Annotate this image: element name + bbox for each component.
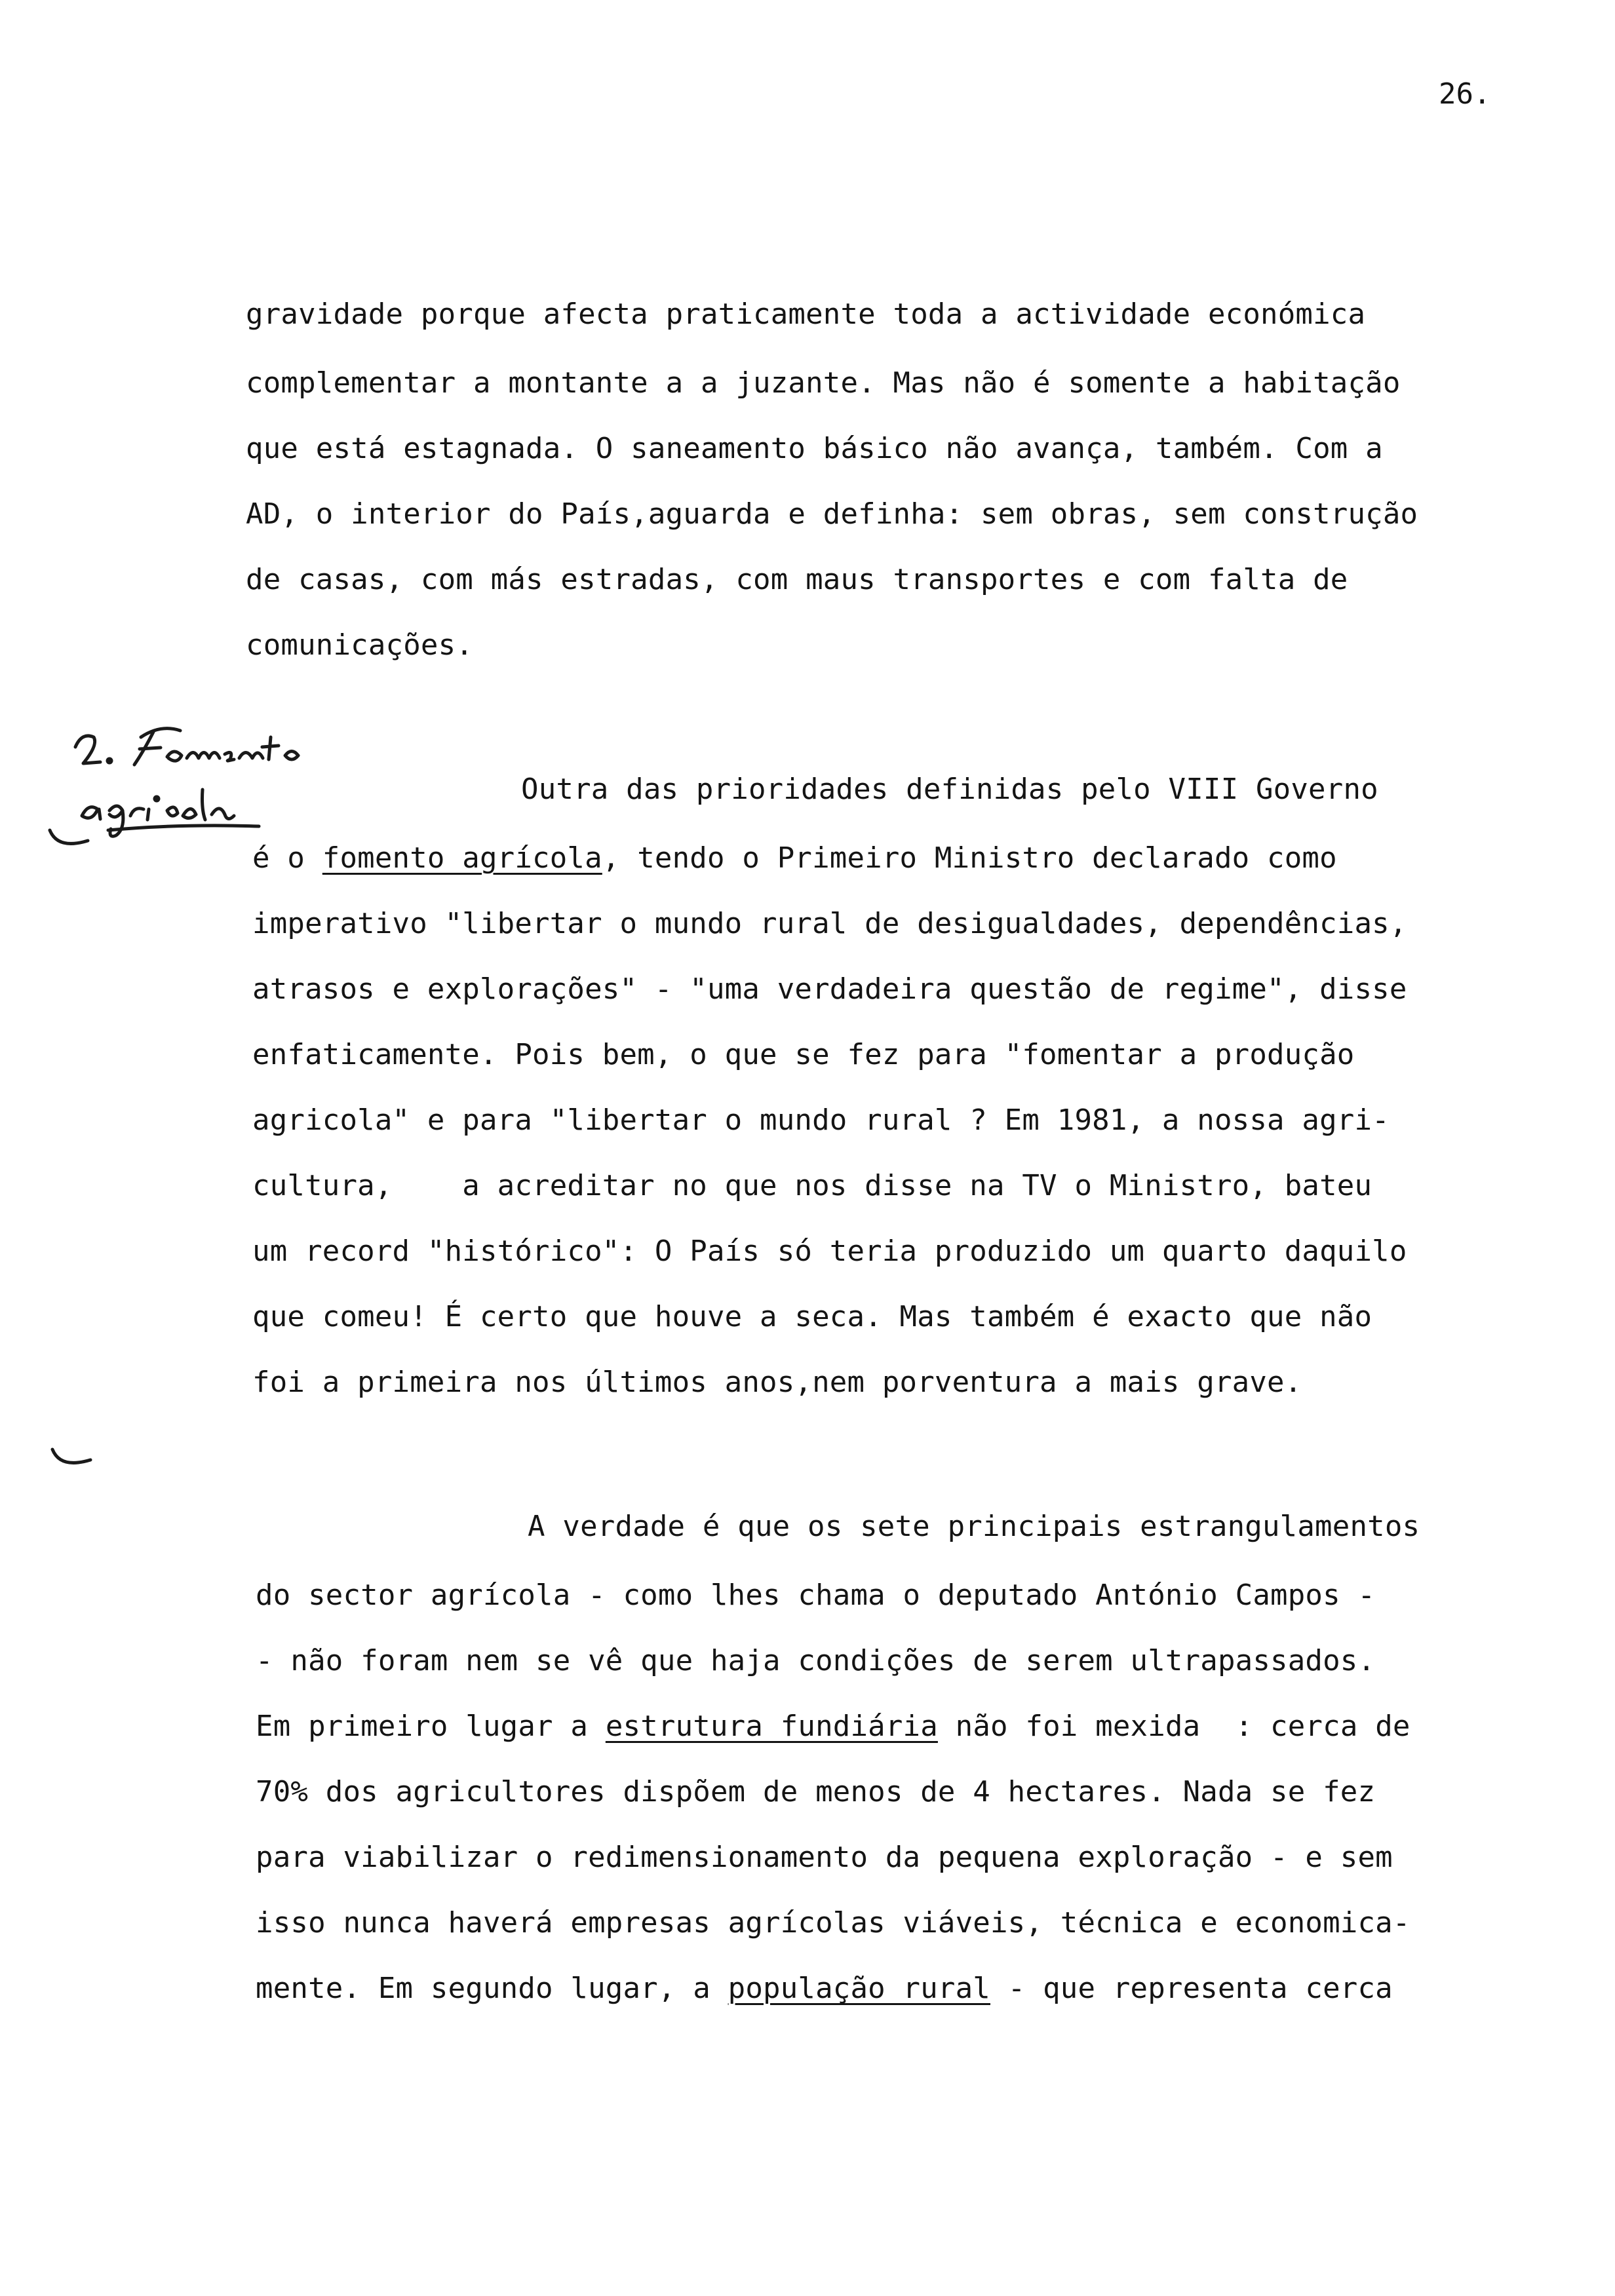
- text-line: de casas, com más estradas, com maus transportes e com falta de: [246, 563, 1348, 596]
- text-line: foi a primeira nos últimos anos,nem porventura a mais grave.: [252, 1366, 1302, 1399]
- text-line: enfaticamente. Pois bem, o que se fez para "fomentar a produção: [252, 1038, 1355, 1071]
- text-line: um record "histórico": O País só teria produzido um quarto daquilo: [252, 1234, 1407, 1268]
- text-line: AD, o interior do País,aguarda e definha: sem obras, sem construção: [246, 497, 1418, 531]
- text-line: comunicações.: [246, 628, 473, 662]
- underlined-term: população rural: [728, 1972, 990, 2005]
- text-segment: Em primeiro lugar a: [256, 1710, 606, 1743]
- text-line: gravidade porque afecta praticamente toda a actividade económica: [246, 297, 1366, 331]
- text-line: do sector agrícola - como lhes chama o deputado António Campos -: [256, 1578, 1376, 1612]
- text-line: A verdade é que os sete principais estrangulamentos: [528, 1510, 1420, 1543]
- text-line: [256, 1969, 1393, 2008]
- handwriting-icon: [62, 711, 370, 842]
- text-line: 70% dos agricultores dispõem de menos de 4 hectares. Nada se fez: [256, 1775, 1376, 1808]
- text-line: - não foram nem se vê que haja condições de serem ultrapassados.: [256, 1644, 1376, 1677]
- check-mark-icon: [45, 822, 97, 855]
- text-line: imperativo "libertar o mundo rural de desigualdades, dependências,: [252, 907, 1407, 940]
- text-line: Outra das prioridades definidas pelo VIII Governo: [521, 773, 1378, 806]
- text-line: [256, 1707, 1411, 1746]
- text-line: cultura, a acreditar no que nos disse na TV o Ministro, bateu: [252, 1169, 1372, 1202]
- text-line: [252, 839, 1337, 878]
- text-segment: não foi mexida : cerca de: [937, 1710, 1411, 1743]
- check-mark-icon: [47, 1442, 100, 1474]
- text-line: que está estagnada. O saneamento básico não avança, também. Com a: [246, 432, 1383, 465]
- page-number: 26.: [1439, 77, 1491, 111]
- handwritten-margin-note: [62, 711, 370, 842]
- text-line: atrasos e explorações" - "uma verdadeira questão de regime", disse: [252, 972, 1407, 1006]
- text-segment: - que representa cerca: [990, 1972, 1393, 2005]
- text-line: agricola" e para "libertar o mundo rural ? Em 1981, a nossa agri-: [252, 1103, 1390, 1137]
- underlined-term: fomento agrícola: [322, 841, 602, 875]
- text-segment: é o: [252, 841, 322, 875]
- text-line: complementar a montante a a juzante. Mas não é somente a habitação: [246, 366, 1401, 400]
- underlined-term: estrutura fundiária: [605, 1710, 938, 1743]
- text-line: isso nunca haverá empresas agrícolas viáveis, técnica e economica-: [256, 1906, 1411, 1940]
- text-segment: mente. Em segundo lugar, a: [256, 1972, 728, 2005]
- text-line: que comeu! É certo que houve a seca. Mas também é exacto que não: [252, 1300, 1372, 1333]
- text-line: para viabilizar o redimensionamento da pequena exploração - e sem: [256, 1841, 1393, 1874]
- text-segment: , tendo o Primeiro Ministro declarado como: [602, 841, 1337, 875]
